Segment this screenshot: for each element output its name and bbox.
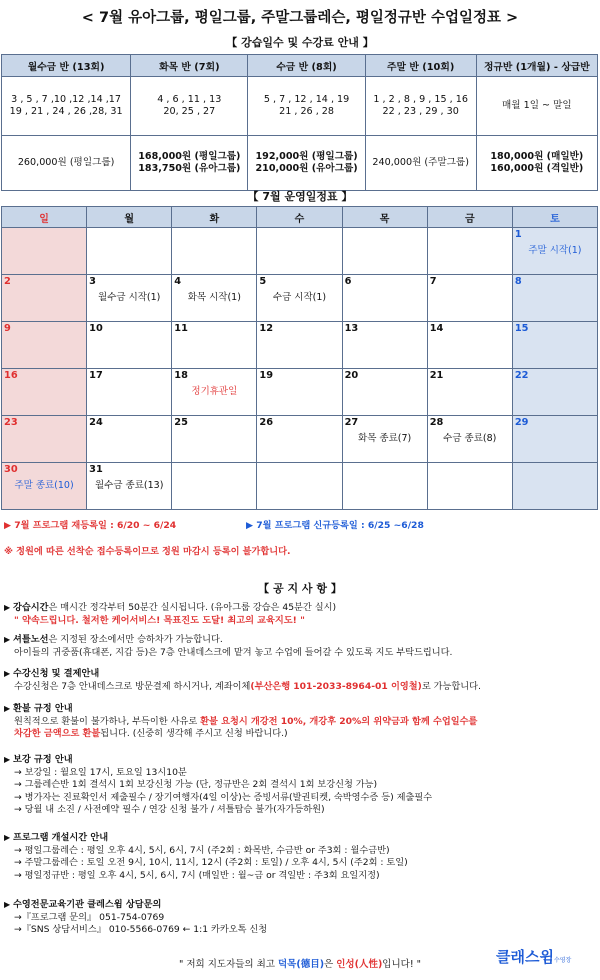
calendar-day-cell [512,369,597,416]
calendar-day-number: 29 [514,417,529,428]
fee-days-line: 3 , 5 , 7 ,10 ,12 ,14 ,17 [11,94,122,105]
calendar-day-number: 25 [174,417,188,428]
notice-text: 원칙적으로 환불이 불가하나, 부득이한 사유로 [14,715,201,727]
calendar-day-cell [172,275,257,322]
weekday-header: 화 [172,207,257,228]
hours-line: → 평일그룹레슨 : 평일 오후 4시, 5시, 6시, 7시 (주2회 : 화목반, 수금반 or 주3회 : 월수금반) [14,844,390,856]
notice-refund-line [4,716,598,729]
calendar-event: 수금 시작(1) [272,292,327,303]
fee-price-row [2,136,598,191]
fee-header-row [2,55,598,77]
notice-refund [4,703,598,741]
fee-header: 수금 반 (8회) [248,55,365,77]
calendar-event: 월수금 시작(1) [98,292,161,303]
footer-text: 입니다! " [382,959,422,970]
calendar-day-number: 17 [89,370,103,381]
calendar-day-number [343,228,427,230]
calendar-event: 주말 종료(10) [14,480,74,491]
fee-days-line: 1 , 2 , 8 , 9 , 15 , 16 [373,94,468,105]
calendar-day-number: 19 [259,370,274,381]
notice-text: 아이들의 귀중품(휴대폰, 지갑 등)은 7층 안내데스크에 맡겨 놓고 수업에 들어갈 수 있도록 지도 부탁드립니다. [14,646,453,658]
calendar-day-number: 9 [4,323,11,334]
contact-line: →『프로그램 문의』 051-754-0769 [14,911,165,923]
calendar-day-number: 22 [514,370,529,381]
calendar-day-cell [2,416,87,463]
calendar-day-number [343,463,427,465]
calendar-day-number [172,463,256,465]
calendar-day-cell [427,369,512,416]
fee-price-line: 168,000원 (평일그룹) [138,151,241,162]
calendar-event: 월수금 종료(13) [95,480,164,491]
fee-price-cell [2,136,131,191]
footer-text: " 저희 지도자들의 최고 [178,959,278,970]
notice-heading: ▶ 수강신청 및 결제안내 [4,668,598,681]
calendar-day-number [2,228,86,230]
calendar-event: 화목 시작(1) [187,292,241,303]
fee-days-cell [131,77,248,136]
re-register-date: ▶ 7월 프로그램 재등록일 : 6/20 ~ 6/24 [4,520,177,531]
logo-text: 클래스윔 [496,948,554,966]
calendar-day-number: 28 [429,417,444,428]
promise-text: " 약속드립니다. 철저한 케어서비스! 목표진도 도달! 최고의 교육지도! " [14,614,305,626]
notice-text: 은 매시간 정각부터 50분간 실시됩니다. (유아그룹 강습은 45분간 실시) [48,602,337,613]
calendar-day-number: 26 [259,417,274,428]
notice-makeup [4,754,598,817]
calendar-day-number [257,463,341,465]
calendar-week-row [2,322,598,369]
hours-line: → 주말그룹레슨 : 토일 오전 9시, 10시, 11시, 12시 (주2회 : 토일) / 오후 4시, 5시 (주2회 : 토일) [14,857,408,868]
calendar-table [1,206,598,510]
footer-text: 은 [324,959,337,970]
weekday-header: 목 [342,207,427,228]
calendar-day-cell [257,463,342,510]
fee-days-cell [476,77,597,136]
calendar-day-number: 4 [174,276,182,287]
calendar-day-cell [87,228,172,275]
calendar-day-number: 14 [429,323,444,334]
fee-price-line: 183,750원 (유아그룹) [138,163,241,174]
notice-text: 은 지정된 장소에서만 승하차가 가능합니다. [48,634,223,645]
logo-subtext: 수영장 [553,957,572,964]
fee-header: 주말 반 (10회) [365,55,476,77]
calendar-day-cell [2,228,87,275]
calendar-day-cell [427,275,512,322]
calendar-day-number: 15 [514,323,529,334]
calendar-day-cell [512,416,597,463]
calendar-day-cell [87,416,172,463]
notice-heading: ▶ 환불 규정 안내 [4,703,598,716]
notice-time-line [4,602,598,615]
fee-days-line: 4 , 6 , 11 , 13 [157,94,222,105]
calendar-day-cell [342,322,427,369]
calendar-day-cell [427,228,512,275]
notice-heading: ▶ 수영전문교육기관 클레스윔 상담문의 [4,899,598,912]
fee-table [1,54,598,191]
fee-price-cell [248,136,365,191]
calendar-day-cell [172,463,257,510]
calendar-day-cell [2,369,87,416]
calendar-day-cell [87,369,172,416]
calendar-event: 정기휴관일 [191,386,238,397]
calendar-day-number: 24 [89,417,103,428]
fee-days-cell [365,77,476,136]
calendar-day-number: 21 [429,370,444,381]
notice-text: 로 가능합니다. [421,680,481,692]
brand-logo [496,946,571,967]
new-register-date: ▶ 7월 프로그램 신규등록일 : 6/25 ~6/28 [246,520,424,531]
calendar-day-cell [512,463,597,510]
calendar-day-cell [257,369,342,416]
calendar-day-cell [2,275,87,322]
calendar-day-cell [87,463,172,510]
calendar-weekday-row [2,207,598,228]
notice-refund-line [4,728,598,741]
notice-title: 【 공 지 사 항 】 [258,582,342,595]
footer-virtue: 덕목(德目) [278,959,325,970]
makeup-line: → 병가자는 진료확인서 제출필수 / 장기여행자(4일 이상)는 증빙서류(발권티켓, 숙박영수증 등) 제출필수 [14,791,433,803]
calendar-day-number: 31 [89,464,103,475]
fee-days-line: 20, 25 , 27 [163,106,216,117]
makeup-line: → 당월 내 소진 / 사전예약 필수 / 연강 신청 불가 / 셔틀탑승 불가(자가등하원) [14,804,325,815]
fee-days-cell [2,77,131,136]
calendar-day-cell [512,275,597,322]
fee-price-line: 160,000원 (격일반) [490,163,584,174]
notice-hours [4,832,598,882]
fee-days-line: 5 , 7 , 12 , 14 , 19 [263,94,350,105]
notice-heading: ▶ 셔틀노선 [4,634,48,645]
calendar-week-row [2,463,598,510]
notice-heading: ▶ 보강 규정 안내 [4,754,598,767]
weekday-header: 월 [87,207,172,228]
calendar-day-cell [257,416,342,463]
calendar-week-row [2,369,598,416]
calendar-event: 수금 종료(8) [443,433,497,444]
weekday-header: 금 [427,207,512,228]
fee-days-line: 21 , 26 , 28 [279,106,335,117]
calendar-body [2,228,598,510]
fee-price-cell [131,136,248,191]
calendar-week-row [2,275,598,322]
notice-shuttle [4,634,598,659]
refund-penalty: 차감한 금액으로 환불 [14,728,101,739]
contact-line: →『SNS 상담서비스』 010-5566-0769 ← 1:1 카카오톡 신청 [14,924,268,935]
fee-price-line: 210,000원 (유아그룹) [255,163,358,174]
calendar-day-cell [512,228,597,275]
notice-text: 수강신청은 7층 안내데스크로 방문결제 하시거나, 계좌이체 [14,680,251,692]
hours-line: → 평일정규반 : 평일 오후 4시, 5시, 6시, 7시 (매일반 : 월~금 or 격일반 : 주3회 요일지정) [14,869,380,881]
calendar-day-cell [427,463,512,510]
calendar-day-number: 10 [89,323,103,334]
fee-header: 월수금 반 (13회) [2,55,131,77]
notice-payment [4,668,598,693]
calendar-day-cell [172,369,257,416]
calendar-week-row [2,416,598,463]
calendar-day-number: 23 [4,417,18,428]
calendar-day-cell [257,275,342,322]
calendar-day-number: 27 [344,417,359,428]
calendar-day-number [87,228,171,230]
calendar-day-cell [2,322,87,369]
calendar-day-number: 18 [174,370,188,381]
notice-time [4,602,598,627]
calendar-day-cell [342,463,427,510]
fee-days-row [2,77,598,136]
calendar-event: 화목 종료(7) [358,433,412,444]
calendar-day-number: 2 [4,276,11,287]
page-title: < 7월 유아그룹, 평일그룹, 주말그룹레슨, 평일정규반 수업일정표 > [81,10,519,26]
calendar-day-number: 13 [344,323,359,334]
calendar-day-number: 1 [514,229,522,240]
notice-contact [4,899,598,937]
makeup-line: → 그룹레슨반 1회 결석시 1회 보강신청 가능 (단, 정규반은 2회 결석시 1회 보강신청 가능) [14,779,378,790]
calendar-day-number: 5 [259,276,267,287]
notice-text: 됩니다. (신중히 생각해 주시고 신청 바랍니다.) [100,728,288,739]
weekday-header: 일 [2,207,87,228]
calendar-day-number: 30 [4,464,18,475]
calendar-day-cell [87,322,172,369]
calendar-day-number: 3 [89,276,96,287]
calendar-day-cell [172,322,257,369]
makeup-line: → 보강일 : 월요일 17시, 토요일 13시10분 [14,766,187,778]
calendar-day-number [428,228,512,230]
calendar-day-number [172,228,256,230]
calendar-day-cell [427,416,512,463]
fee-section-title: 【 강습일수 및 수강료 안내 】 [226,36,374,49]
fee-price-cell [365,136,476,191]
calendar-day-number [257,228,341,230]
capacity-warning: ※ 정원에 따른 선착순 접수등록이므로 정원 마감시 등록이 불가합니다. [4,546,291,557]
calendar-day-number: 12 [259,323,274,334]
refund-penalty: 환불 요청시 개강전 10%, 개강후 20%의 위약금과 함께 수업일수를 [200,715,478,727]
fee-price-cell [476,136,597,191]
bank-account: (부산은행 101-2033-8964-01 이영철) [250,680,422,692]
fee-days-line: 매월 1일 ~ 말일 [502,100,572,111]
calendar-day-number: 8 [514,276,522,287]
fee-price-line: 240,000원 (주말그룹) [372,157,469,168]
calendar-day-number [428,463,512,465]
calendar-day-cell [342,275,427,322]
calendar-day-cell [257,322,342,369]
calendar-day-cell [257,228,342,275]
weekday-header: 토 [512,207,597,228]
calendar-day-cell [427,322,512,369]
fee-price-line: 260,000원 (평일그룹) [17,157,115,168]
calendar-day-number: 16 [4,370,18,381]
notice-heading: ▶ 프로그램 개설시간 안내 [4,832,598,845]
calendar-day-cell [512,322,597,369]
fee-days-line: 19 , 21 , 24 , 26 ,28, 31 [9,106,123,117]
fee-price-line: 180,000원 (매일반) [490,151,584,162]
notice-shuttle-line [4,634,598,647]
calendar-day-cell [172,416,257,463]
weekday-header: 수 [257,207,342,228]
calendar-day-cell [87,275,172,322]
calendar-day-number: 7 [429,276,437,287]
notice-heading: ▶ 강습시간 [4,602,48,613]
calendar-day-cell [2,463,87,510]
calendar-day-number [513,463,597,465]
calendar-day-cell [172,228,257,275]
fee-days-cell [248,77,365,136]
calendar-day-cell [342,228,427,275]
fee-header: 정규반 (1개월) - 상급반 [476,55,597,77]
calendar-week-row [2,228,598,275]
fee-price-line: 192,000원 (평일그룹) [255,151,358,162]
calendar-day-number: 6 [344,276,352,287]
schedule-title: 【 7월 운영일정표 】 [247,190,353,203]
footer-virtue: 인성(人性) [336,959,383,970]
calendar-day-number: 20 [344,370,359,381]
calendar-day-cell [342,369,427,416]
fee-days-line: 22 , 23 , 29 , 30 [382,106,459,117]
fee-header: 화목 반 (7회) [131,55,248,77]
notice-payment-line [4,681,598,694]
calendar-day-cell [342,416,427,463]
calendar-event: 주말 시작(1) [528,245,582,256]
calendar-day-number: 11 [174,323,188,334]
